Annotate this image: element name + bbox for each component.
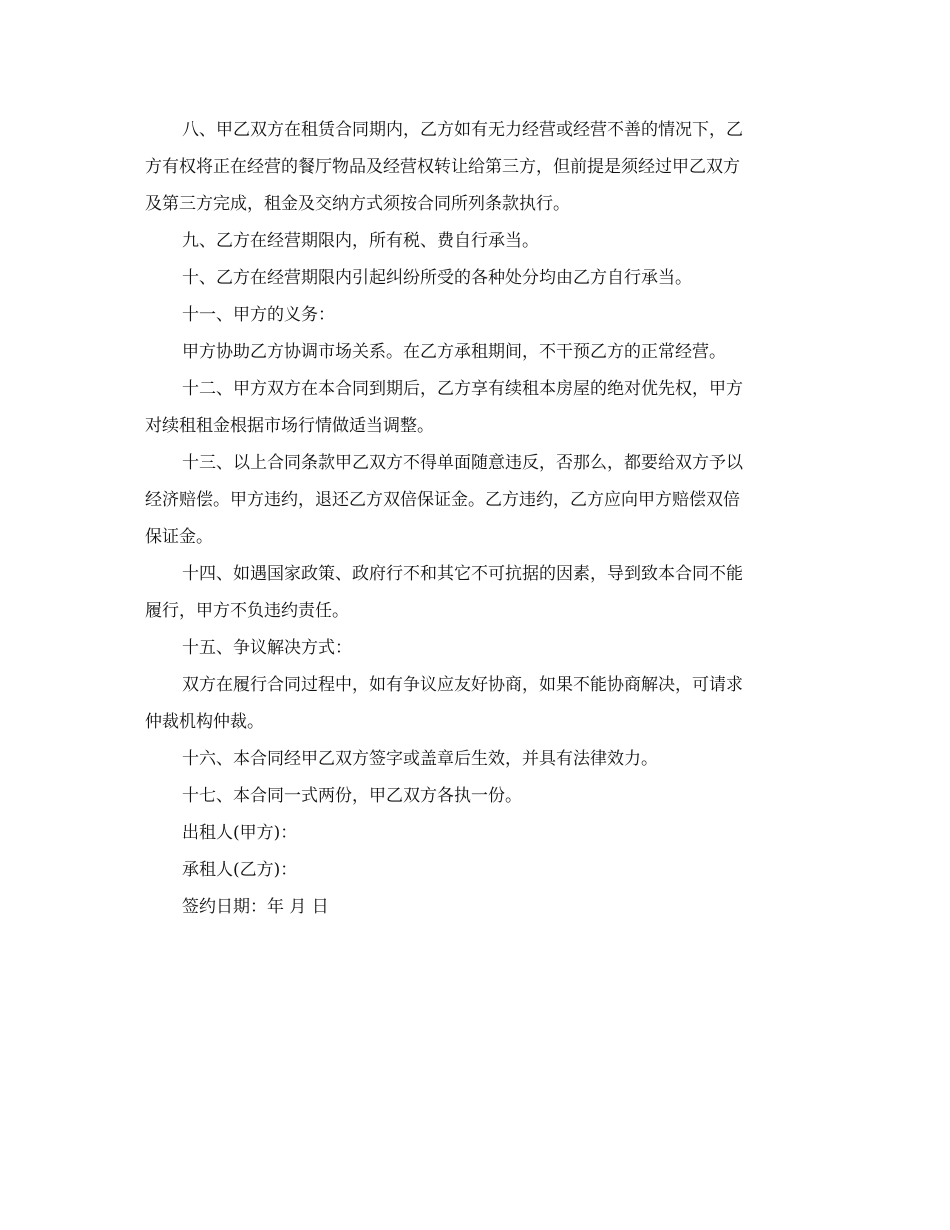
clause-line: 十三、以上合同条款甲乙双方不得单面随意违反，否那么，都要给双方予以 — [182, 453, 743, 473]
lessor-signature-line: 出租人(甲方)： — [182, 823, 298, 843]
clause-paragraph — [145, 778, 800, 815]
clause-line: 八、甲乙双方在租赁合同期内，乙方如有无力经营或经营不善的情况下，乙 — [182, 120, 743, 140]
clause-line: 十五、争议解决方式： — [182, 638, 352, 658]
clause-paragraph — [145, 223, 800, 260]
clause-line: 甲方协助乙方协调市场关系。在乙方承租期间，不干预乙方的正常经营。 — [182, 342, 726, 362]
contract-clauses — [145, 112, 800, 815]
clause-line: 保证金。 — [145, 527, 213, 547]
clause-line: 及第三方完成，租金及交纳方式须按合同所列条款执行。 — [145, 194, 570, 214]
clause-line: 十六、本合同经甲乙双方签字或盖章后生效，并具有法律效力。 — [182, 749, 658, 769]
signing-date-line: 签约日期：年 月 日 — [182, 897, 329, 917]
clause-line: 仲裁机构仲裁。 — [145, 712, 264, 732]
clause-line: 履行，甲方不负违约责任。 — [145, 601, 349, 621]
clause-line: 十四、如遇国家政策、政府行不和其它不可抗据的因素，导到致本合同不能 — [182, 564, 743, 584]
document-page — [145, 112, 800, 926]
clause-line: 十、乙方在经营期限内引起纠纷所受的各种处分均由乙方自行承当。 — [182, 268, 692, 288]
clause-paragraph — [145, 297, 800, 334]
clause-line: 双方在履行合同过程中，如有争议应友好协商，如果不能协商解决，可请求 — [182, 675, 743, 695]
clause-paragraph — [145, 667, 800, 741]
clause-line: 方有权将正在经营的餐厅物品及经营权转让给第三方，但前提是须经过甲乙双方 — [145, 157, 740, 177]
clause-paragraph — [145, 741, 800, 778]
clause-line: 十二、甲方双方在本合同到期后，乙方享有续租本房屋的绝对优先权，甲方 — [182, 379, 743, 399]
clause-paragraph — [145, 556, 800, 630]
clause-paragraph — [145, 630, 800, 667]
clause-line: 九、乙方在经营期限内，所有税、费自行承当。 — [182, 231, 539, 251]
clause-line: 对续租租金根据市场行情做适当调整。 — [145, 416, 434, 436]
clause-paragraph — [145, 334, 800, 371]
clause-paragraph — [145, 445, 800, 556]
clause-paragraph — [145, 112, 800, 223]
clause-line: 十一、甲方的义务： — [182, 305, 335, 325]
lessee-signature-line: 承租人(乙方)： — [182, 860, 298, 880]
clause-line: 十七、本合同一式两份，甲乙双方各执一份。 — [182, 786, 522, 806]
clause-line: 经济赔偿。甲方违约，退还乙方双倍保证金。乙方违约，乙方应向甲方赔偿双倍 — [145, 490, 740, 510]
clause-paragraph — [145, 371, 800, 445]
clause-paragraph — [145, 260, 800, 297]
